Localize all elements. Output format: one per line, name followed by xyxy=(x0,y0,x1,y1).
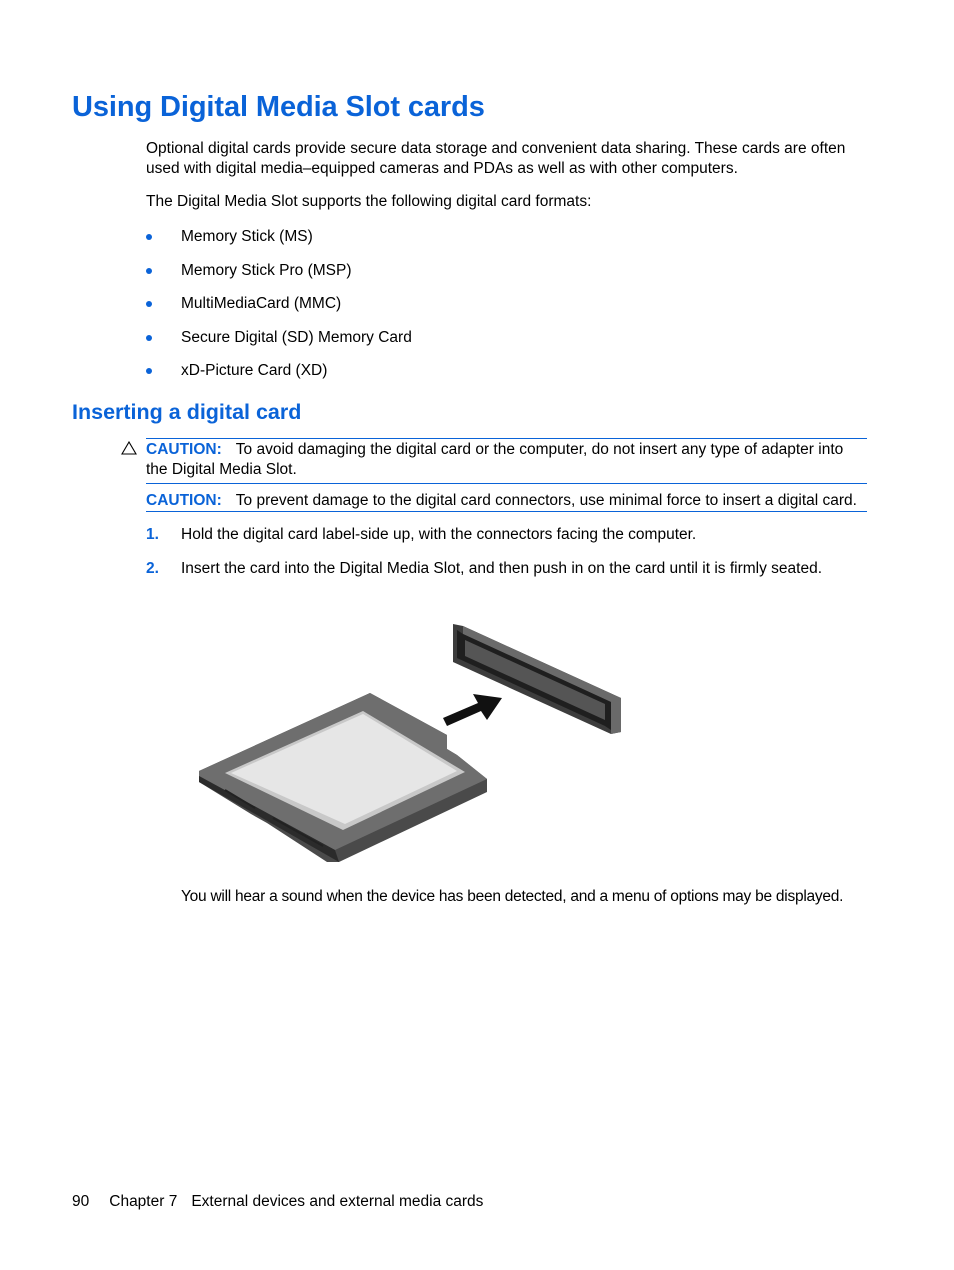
steps-list xyxy=(146,525,822,593)
caution-triangle-icon xyxy=(121,441,137,455)
section-title: Inserting a digital card xyxy=(72,400,302,424)
bullet-icon xyxy=(146,268,152,274)
list-item: xD-Picture Card (XD) xyxy=(146,361,412,395)
intro-paragraph: Optional digital cards provide secure data storage and convenient data sharing. These cards are often used with digital media–equipped cameras and PDAs as well as with other computers. xyxy=(146,140,846,177)
caution-note xyxy=(146,438,867,484)
bullet-icon xyxy=(146,335,152,341)
formats-list xyxy=(146,227,412,395)
page-footer xyxy=(72,1192,483,1212)
caution-label: CAUTION: xyxy=(146,441,222,458)
step-number: 1. xyxy=(146,526,159,543)
list-item: Memory Stick Pro (MSP) xyxy=(146,261,412,295)
caution-note xyxy=(146,491,867,512)
step-text: Insert the card into the Digital Media Slot, and then push in on the card until it is firmly seated. xyxy=(181,560,823,577)
bullet-icon xyxy=(146,368,152,374)
step-text: Hold the digital card label-side up, with the connectors facing the computer. xyxy=(181,526,697,543)
caution-text: To prevent damage to the digital card connectors, use minimal force to insert a digital card. xyxy=(235,492,857,509)
step-item xyxy=(146,559,822,593)
list-item: Memory Stick (MS) xyxy=(146,227,412,261)
page-number: 90 xyxy=(72,1193,90,1210)
chapter-title: External devices and external media cards xyxy=(191,1193,484,1210)
formats-intro: The Digital Media Slot supports the following digital card formats: xyxy=(146,193,592,210)
after-insert-text: You will hear a sound when the device has been detected, and a menu of options may be displayed. xyxy=(181,888,844,905)
caution-text: To avoid damaging the digital card or the computer, do not insert any type of adapter into the Digital Media Slot. xyxy=(146,441,844,478)
bullet-icon xyxy=(146,234,152,240)
insert-arrow-icon xyxy=(443,694,502,726)
step-item xyxy=(146,525,822,559)
caution-label: CAUTION: xyxy=(146,492,222,509)
card-insertion-illustration xyxy=(195,618,627,868)
chapter-label: Chapter 7 xyxy=(109,1193,178,1210)
page-title: Using Digital Media Slot cards xyxy=(72,91,485,123)
media-slot xyxy=(453,624,621,734)
bullet-icon xyxy=(146,301,152,307)
list-item: Secure Digital (SD) Memory Card xyxy=(146,328,412,362)
list-item: MultiMediaCard (MMC) xyxy=(146,294,412,328)
step-number: 2. xyxy=(146,560,159,577)
